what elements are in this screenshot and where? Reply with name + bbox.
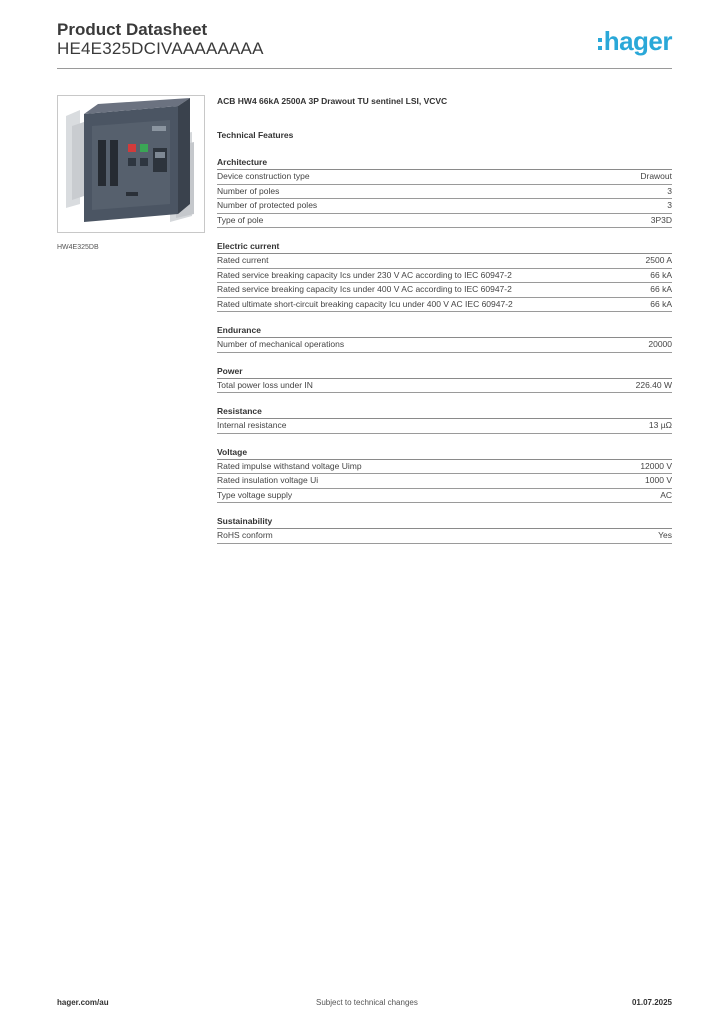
row-value: 12000 V (640, 460, 672, 471)
row-label: Number of protected poles (217, 200, 318, 210)
circuit-breaker-illustration (58, 96, 204, 232)
table-row (217, 170, 672, 185)
product-image (57, 95, 205, 233)
hager-logo[interactable] (598, 27, 672, 55)
row-value: 66 kA (650, 284, 672, 294)
row-value: 1000 V (645, 475, 672, 485)
section-architecture (217, 156, 672, 228)
section-sustainability (217, 515, 672, 544)
row-value: Yes (658, 530, 672, 540)
header-divider (57, 68, 672, 69)
table-row (217, 529, 672, 544)
row-label: Rated impulse withstand voltage Uimp (217, 460, 362, 471)
table-row (217, 254, 672, 269)
row-value: 13 µΩ (648, 420, 672, 430)
row-label: Number of poles (217, 185, 280, 196)
footer-website-link[interactable]: hager.com/au (57, 998, 109, 1007)
technical-features-heading: Technical Features (217, 130, 294, 140)
section-power (217, 365, 672, 394)
table-row (217, 298, 672, 313)
row-value: 3 (667, 200, 672, 210)
table-row (217, 338, 672, 353)
table-row (217, 269, 672, 284)
row-value: AC (660, 489, 672, 500)
table-row (217, 379, 672, 394)
section-title: Endurance (217, 324, 672, 338)
row-label: Device construction type (217, 171, 310, 181)
section-endurance (217, 324, 672, 353)
row-value: Drawout (640, 171, 672, 181)
table-row (217, 283, 672, 298)
row-label: Internal resistance (217, 420, 287, 430)
row-value: 2500 A (645, 255, 672, 265)
section-electric-current (217, 240, 672, 312)
section-title: Architecture (217, 156, 672, 170)
table-row (217, 460, 672, 475)
row-value: 3 (667, 185, 672, 196)
image-caption: HW4E325DB (57, 244, 99, 251)
row-value: 3P3D (650, 214, 672, 225)
section-resistance (217, 405, 672, 434)
row-label: Rated service breaking capacity Ics under 400 V AC according to IEC 60947-2 (217, 284, 512, 294)
technical-content (217, 96, 672, 544)
logo-dots-icon (598, 38, 602, 50)
row-label: Total power loss under IN (217, 379, 313, 390)
table-row (217, 419, 672, 434)
section-title: Resistance (217, 405, 672, 419)
row-value: 66 kA (650, 269, 672, 280)
row-label: Rated insulation voltage Ui (217, 475, 319, 485)
section-title: Voltage (217, 446, 672, 460)
product-description: ACB HW4 66kA 2500A 3P Drawout TU sentinel LSI, VCVC (217, 96, 448, 106)
product-code: HE4E325DCIVAAAAAAAA (57, 39, 264, 58)
table-row (217, 489, 672, 504)
row-value: 20000 (648, 339, 672, 349)
row-label: Type voltage supply (217, 489, 293, 500)
row-label: Type of pole (217, 214, 264, 225)
row-label: RoHS conform (217, 530, 273, 540)
section-title: Sustainability (217, 515, 672, 529)
table-row (217, 199, 672, 214)
page-title: Product Datasheet (57, 20, 208, 39)
row-label: Rated ultimate short-circuit breaking capacity Icu under 400 V AC IEC 60947-2 (217, 298, 513, 309)
row-value: 66 kA (650, 298, 672, 309)
row-label: Number of mechanical operations (217, 339, 345, 349)
table-row (217, 214, 672, 229)
section-title: Electric current (217, 240, 672, 254)
row-value: 226.40 W (635, 379, 672, 390)
footer-notice: Subject to technical changes (316, 998, 418, 1007)
section-voltage (217, 446, 672, 504)
table-row (217, 185, 672, 200)
row-label: Rated service breaking capacity Ics under 230 V AC according to IEC 60947-2 (217, 269, 512, 280)
logo-text: hager (603, 26, 672, 56)
section-title: Power (217, 365, 672, 379)
table-row (217, 474, 672, 489)
footer-date: 01.07.2025 (631, 998, 672, 1007)
row-label: Rated current (217, 255, 269, 265)
